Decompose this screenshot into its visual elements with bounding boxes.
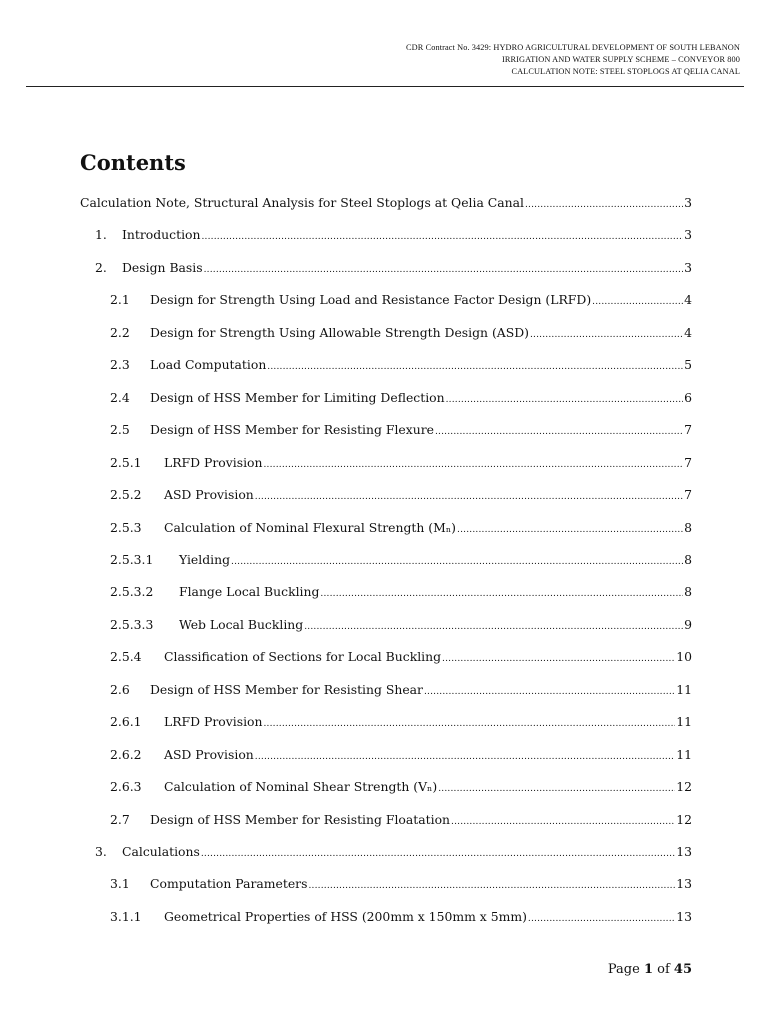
toc-leader-dots — [304, 618, 683, 634]
toc-entry-number: 2.5.3.3 — [110, 616, 154, 632]
toc-entry-page: 3 — [684, 195, 692, 210]
toc-entry[interactable] — [110, 875, 692, 893]
toc-entry-page: 13 — [676, 876, 692, 892]
toc-entry-number: 2.4 — [110, 389, 130, 405]
toc-entry-label: Introduction — [122, 227, 201, 243]
toc-entry[interactable] — [110, 616, 692, 634]
page-title: Contents — [80, 150, 186, 175]
toc-entry[interactable] — [110, 291, 692, 309]
toc-entry-label: Design Basis — [122, 259, 203, 275]
toc-leader-dots — [201, 228, 683, 244]
page-word: Page — [607, 962, 640, 977]
toc-entry-page: 8 — [684, 584, 692, 600]
toc-entry-page: 9 — [684, 616, 692, 632]
toc-entry-number: 2.5 — [110, 422, 130, 438]
toc-entry-page: 8 — [684, 519, 692, 535]
toc-entry[interactable] — [110, 551, 692, 569]
toc-entry-number: 3.1 — [110, 876, 130, 892]
toc-entry-page: 11 — [676, 681, 692, 697]
header-contract-line: CDR Contract No. 3429: HYDRO AGRICULTURAL DEVELOPMENT OF SOUTH LEBANON — [406, 43, 740, 52]
toc-leader-dots — [263, 715, 675, 731]
toc-entry-page: 11 — [676, 714, 692, 730]
toc-entry-number: 2.3 — [110, 357, 130, 373]
toc-entry-label: Calculation of Nominal Shear Strength (Vₙ) — [164, 779, 438, 795]
toc-leader-dots — [592, 293, 683, 309]
toc-entry-page: 7 — [684, 487, 692, 503]
page-number — [608, 962, 692, 977]
toc-leader-dots — [457, 521, 683, 537]
toc-entry-page: 6 — [684, 389, 692, 405]
toc-entry-page: 4 — [684, 324, 692, 340]
toc-entry[interactable] — [110, 454, 692, 472]
toc-leader-dots — [528, 910, 675, 926]
toc-entry[interactable] — [110, 681, 692, 699]
toc-leader-dots — [530, 326, 683, 342]
toc-leader-dots — [320, 585, 683, 601]
toc-entry-label: LRFD Provision — [164, 714, 263, 730]
toc-entry[interactable] — [110, 746, 692, 764]
toc-entry[interactable] — [95, 226, 692, 244]
toc-entry-number: 1. — [95, 227, 107, 243]
toc-entry-page: 12 — [676, 779, 692, 795]
toc-entry-page: 13 — [676, 844, 692, 859]
toc-entry-label: Computation Parameters — [150, 876, 308, 892]
toc-entry[interactable] — [80, 194, 692, 212]
toc-leader-dots — [231, 553, 683, 569]
toc-entry-number: 2.6 — [110, 681, 130, 697]
toc-leader-dots — [201, 845, 675, 861]
toc-entry-label: ASD Provision — [164, 487, 254, 503]
toc-entry-label: Design of HSS Member for Limiting Deflection — [150, 389, 445, 405]
toc-leader-dots — [435, 423, 683, 439]
toc-entry[interactable] — [110, 583, 692, 601]
toc-entry-label: Design for Strength Using Load and Resistance Factor Design (LRFD) — [150, 292, 592, 308]
toc-entry-label: Design of HSS Member for Resisting Shear — [150, 681, 423, 697]
toc-entry-number: 3.1.1 — [110, 908, 142, 924]
toc-entry-page: 5 — [684, 357, 692, 373]
toc-entry-label: Classification of Sections for Local Buckling — [164, 649, 442, 665]
toc-entry-label: LRFD Provision — [164, 454, 263, 470]
toc-leader-dots — [263, 456, 683, 472]
toc-entry-label: Geometrical Properties of HSS (200mm x 150mm x 5mm) — [164, 908, 527, 924]
toc-entry[interactable] — [110, 356, 692, 374]
toc-entry-number: 2.5.4 — [110, 649, 142, 665]
toc-entry-number: 2.1 — [110, 292, 130, 308]
toc-leader-dots — [204, 261, 683, 277]
toc-leader-dots — [267, 358, 683, 374]
header-scheme-line: IRRIGATION AND WATER SUPPLY SCHEME – CONVEYOR 800 — [501, 55, 740, 64]
toc-entry-label: Calculation of Nominal Flexural Strength (Mₙ) — [164, 519, 457, 535]
toc-entry-page: 13 — [676, 908, 692, 924]
toc-leader-dots — [451, 813, 675, 829]
toc-leader-dots — [446, 391, 683, 407]
toc-entry-number: 2.6.2 — [110, 746, 142, 762]
toc-entry-label: Web Local Buckling — [179, 616, 304, 632]
toc-entry-label: Yielding — [179, 551, 231, 567]
header-divider — [26, 86, 744, 87]
toc-entry[interactable] — [110, 811, 692, 829]
toc-entry[interactable] — [110, 648, 692, 666]
toc-leader-dots — [525, 196, 683, 212]
toc-entry-page: 11 — [676, 746, 692, 762]
toc-entry-number: 2.7 — [110, 811, 130, 827]
of-word: of — [657, 962, 670, 977]
toc-entry-number: 2.6.1 — [110, 714, 142, 730]
toc-entry-number: 2.5.3 — [110, 519, 142, 535]
toc-entry-page: 8 — [684, 551, 692, 567]
toc-entry-label: Design of HSS Member for Resisting Flexure — [150, 422, 434, 438]
toc-entry-number: 2.2 — [110, 324, 130, 340]
toc-entry[interactable] — [110, 519, 692, 537]
toc-entry[interactable] — [110, 778, 692, 796]
toc-leader-dots — [438, 780, 675, 796]
toc-entry-number: 2.6.3 — [110, 779, 142, 795]
toc-entry-number: 3. — [95, 844, 107, 859]
toc-entry[interactable] — [110, 324, 692, 342]
header-note-line: CALCULATION NOTE: STEEL STOPLOGS AT QELIA CANAL — [511, 67, 740, 76]
document-header — [406, 42, 740, 78]
toc-entry[interactable] — [95, 259, 692, 277]
toc-leader-dots — [255, 748, 675, 764]
toc-leader-dots — [442, 650, 675, 666]
toc-entry-label: Calculation Note, Structural Analysis for Steel Stoplogs at Qelia Canal — [80, 195, 524, 210]
toc-entry-number: 2.5.1 — [110, 454, 142, 470]
toc-entry-number: 2.5.3.1 — [110, 551, 154, 567]
toc-entry-page: 7 — [684, 454, 692, 470]
toc-entry-label: Load Computation — [150, 357, 267, 373]
toc-entry[interactable] — [95, 843, 692, 861]
toc-entry-number: 2.5.2 — [110, 487, 142, 503]
toc-entry-page: 7 — [684, 422, 692, 438]
toc-entry-page: 10 — [676, 649, 692, 665]
toc-leader-dots — [424, 683, 675, 699]
toc-entry[interactable] — [110, 389, 692, 407]
toc-entry[interactable] — [110, 713, 692, 731]
toc-entry[interactable] — [110, 421, 692, 439]
toc-entry-number: 2.5.3.2 — [110, 584, 154, 600]
toc-entry-page: 12 — [676, 811, 692, 827]
toc-entry-number: 2. — [95, 259, 107, 275]
toc-entry-label: Calculations — [122, 844, 200, 859]
toc-entry-label: Design for Strength Using Allowable Strength Design (ASD) — [150, 324, 529, 340]
toc-entry-label: ASD Provision — [164, 746, 254, 762]
total-pages: 45 — [673, 962, 692, 977]
toc-leader-dots — [308, 877, 675, 893]
current-page: 1 — [643, 962, 653, 977]
toc-entry-page: 4 — [684, 292, 692, 308]
toc-entry[interactable] — [110, 486, 692, 504]
toc-entry[interactable] — [110, 908, 692, 926]
toc-entry-label: Design of HSS Member for Resisting Floatation — [150, 811, 451, 827]
toc-entry-page: 3 — [684, 259, 692, 275]
toc-leader-dots — [255, 488, 683, 504]
toc-entry-label: Flange Local Buckling — [179, 584, 320, 600]
toc-entry-page: 3 — [684, 227, 692, 243]
